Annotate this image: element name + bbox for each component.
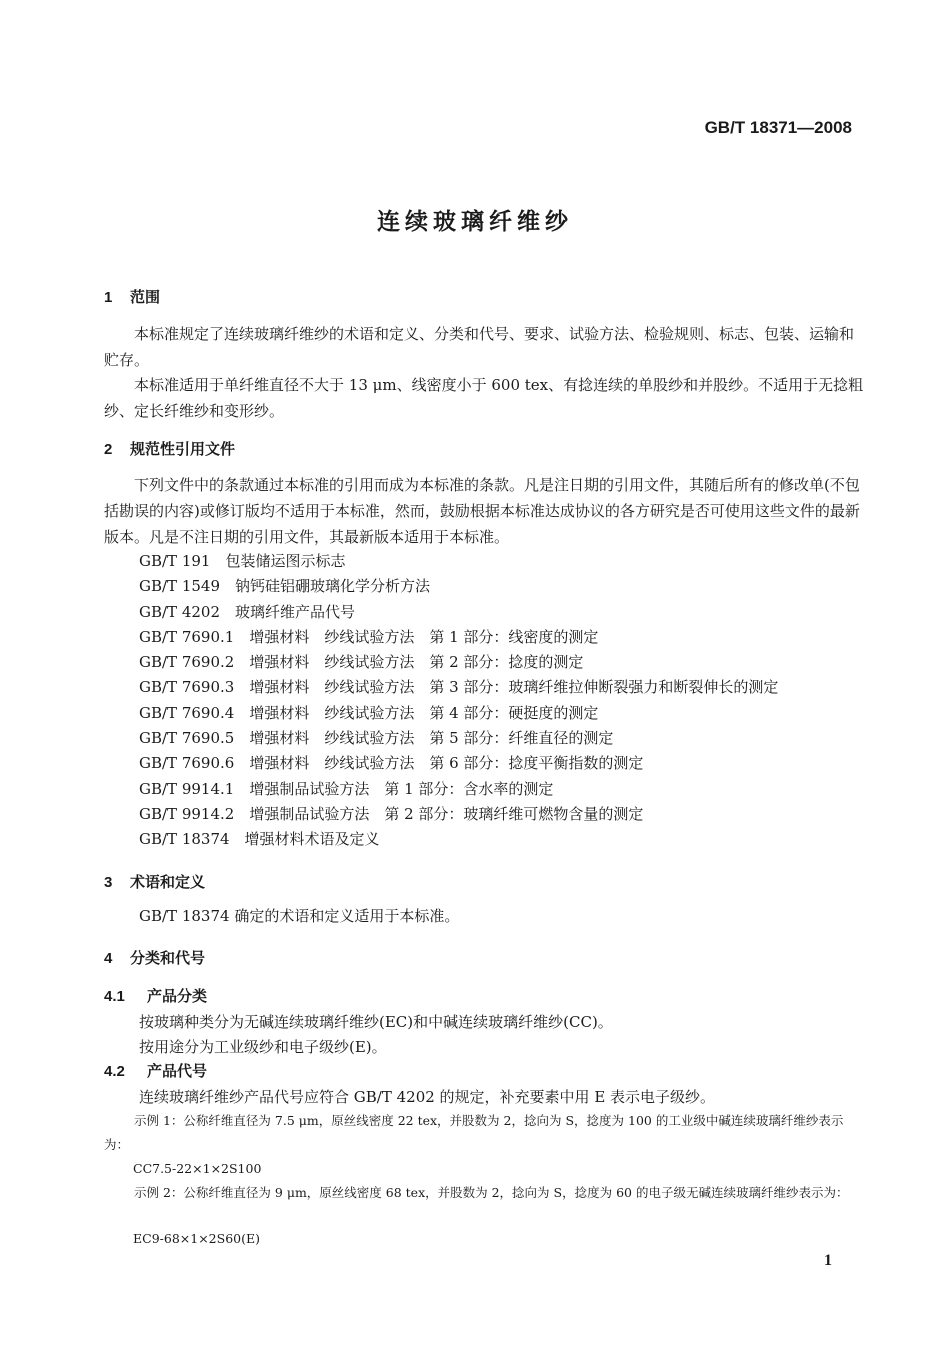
- subsection-4-1-heading: [104, 985, 207, 1006]
- reference-item: GB/T 7690.5 增强材料 纱线试验方法 第 5 部分：纤维直径的测定: [139, 729, 614, 748]
- section-title: 分类和代号: [130, 949, 206, 967]
- section-number: 2: [104, 441, 113, 458]
- subsection-4-2-heading: [104, 1060, 207, 1081]
- reference-item: GB/T 7690.4 增强材料 纱线试验方法 第 4 部分：硬挺度的测定: [139, 703, 599, 722]
- reference-item: GB/T 1549 钠钙硅铝硼玻璃化学分析方法: [139, 577, 431, 596]
- subsection-title: 产品代号: [147, 1062, 208, 1080]
- subsection-number: 4.1: [104, 988, 125, 1005]
- section-3-heading: [104, 871, 205, 892]
- section-title: 范围: [130, 288, 161, 306]
- scope-paragraph-1: 本标准规定了连续玻璃纤维纱的术语和定义、分类和代号、要求、试验方法、检验规则、标志、包装、运输和贮存。: [104, 325, 855, 369]
- section-number: 1: [104, 289, 113, 306]
- product-code-text: 连续玻璃纤维纱产品代号应符合 GB/T 4202 的规定，补充要素中用 E 表示电子级纱。: [139, 1088, 716, 1106]
- reference-list: [139, 550, 778, 854]
- reference-item: GB/T 7690.6 增强材料 纱线试验方法 第 6 部分：捻度平衡指数的测定: [139, 754, 644, 773]
- page-number: 1: [824, 1252, 832, 1269]
- example-1: 示例 1：公称纤维直径为 7.5 μm，原丝线密度 22 tex，并股数为 2，捻向为 S，捻度为 100 的工业级中碱连续玻璃纤维纱表示为：: [104, 1113, 844, 1152]
- reference-item: GB/T 7690.2 增强材料 纱线试验方法 第 2 部分：捻度的测定: [139, 653, 584, 672]
- reference-item: GB/T 7690.1 增强材料 纱线试验方法 第 1 部分：线密度的测定: [139, 627, 599, 646]
- section-1-heading: [104, 286, 160, 307]
- reference-item: GB/T 9914.2 增强制品试验方法 第 2 部分：玻璃纤维可燃物含量的测定: [139, 804, 644, 823]
- section-title: 术语和定义: [130, 873, 206, 891]
- standard-number: GB/T 18371—2008: [704, 118, 852, 137]
- section-number: 3: [104, 874, 113, 891]
- reference-item: GB/T 191 包装储运图示标志: [139, 552, 346, 570]
- normative-references-intro: 下列文件中的条款通过本标准的引用而成为本标准的条款。凡是注日期的引用文件，其随后所有的修改单(不包括勘误的内容)或修订版均不适用于本标准，然而，鼓励根据本标准达成协议的各方研究是否可使用这些文件的最新版本。凡是不注日期的引用文件，其最新版本适用于本标准。: [104, 476, 860, 546]
- reference-item: GB/T 18374 增强材料术语及定义: [139, 830, 380, 849]
- section-title: 规范性引用文件: [130, 440, 236, 458]
- section-2-heading: [104, 438, 235, 459]
- classification-by-use: 按用途分为工业级纱和电子级纱(E)。: [139, 1038, 387, 1056]
- example-2: 示例 2：公称纤维直径为 9 μm，原丝线密度 68 tex，并股数为 2，捻向为 S，捻度为 60 的电子级无碱连续玻璃纤维纱表示为：: [134, 1185, 849, 1200]
- classification-by-glass: 按玻璃种类分为无碱连续玻璃纤维纱(EC)和中碱连续玻璃纤维纱(CC)。: [139, 1013, 613, 1031]
- reference-item: GB/T 7690.3 增强材料 纱线试验方法 第 3 部分：玻璃纤维拉伸断裂强力和断裂伸长的测定: [139, 678, 779, 697]
- example-2-code: EC9-68×1×2S60(E): [133, 1231, 260, 1246]
- reference-item: GB/T 4202 玻璃纤维产品代号: [139, 602, 356, 621]
- subsection-number: 4.2: [104, 1063, 125, 1080]
- terms-definition-text: GB/T 18374 确定的术语和定义适用于本标准。: [139, 907, 460, 925]
- section-number: 4: [104, 950, 113, 967]
- example-1-code: CC7.5-22×1×2S100: [133, 1161, 262, 1176]
- reference-item: GB/T 9914.1 增强制品试验方法 第 1 部分：含水率的测定: [139, 779, 554, 798]
- document-title: 连续玻璃纤维纱: [377, 209, 573, 235]
- scope-paragraph-2: 本标准适用于单纤维直径不大于 13 μm、线密度小于 600 tex、有捻连续的单股纱和并股纱。不适用于无捻粗纱、定长纤维纱和变形纱。: [104, 376, 864, 420]
- subsection-title: 产品分类: [147, 987, 208, 1005]
- section-4-heading: [104, 947, 205, 968]
